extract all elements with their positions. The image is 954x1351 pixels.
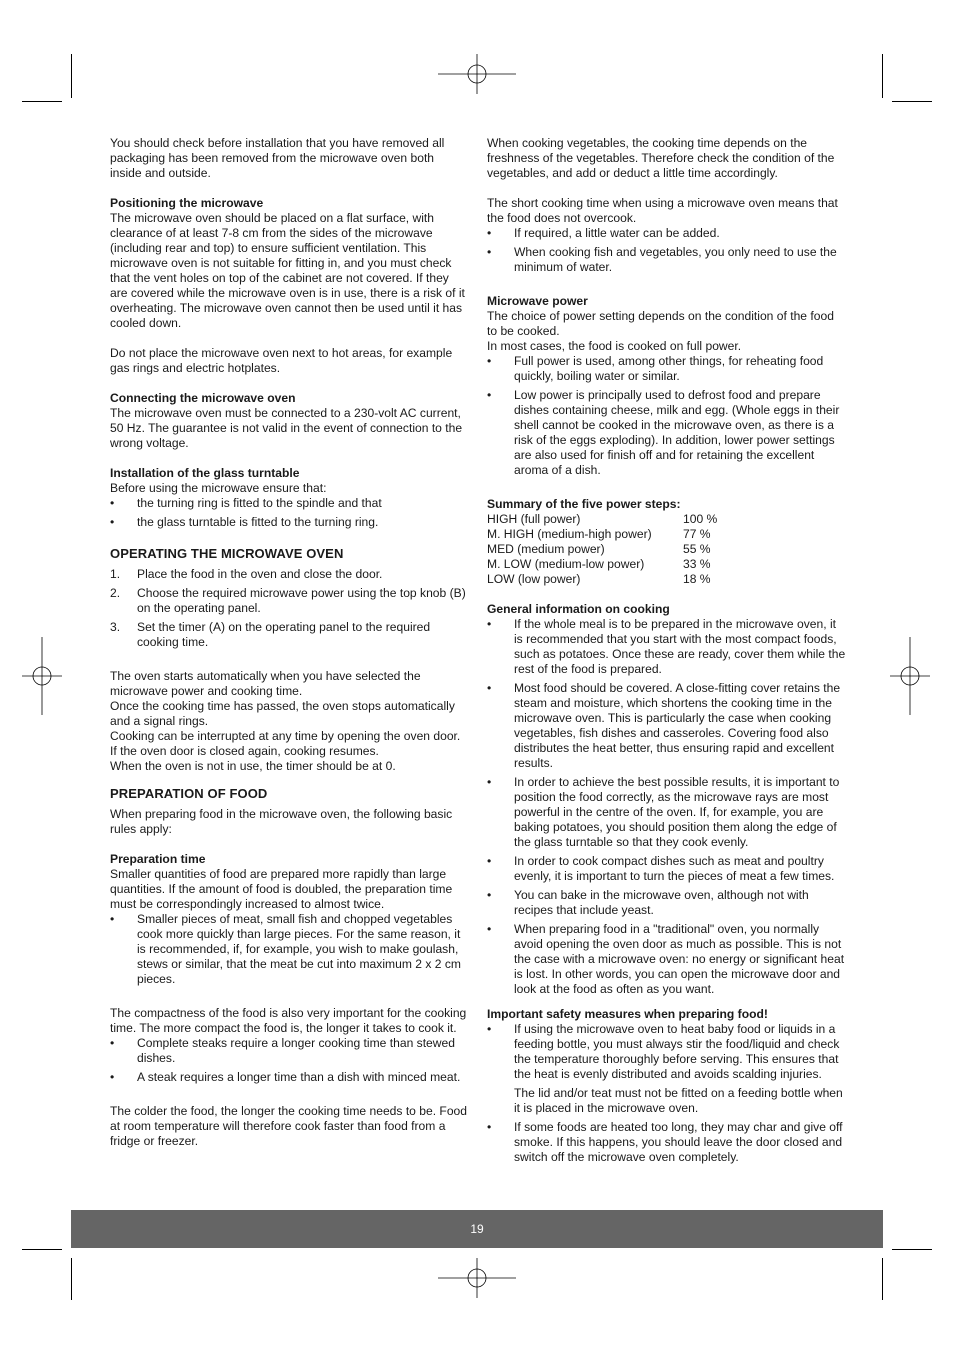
bullet-icon: •: [487, 1022, 492, 1036]
power-full-paragraph: In most cases, the food is cooked on full power.: [487, 339, 742, 353]
connecting-title: Connecting the microwave oven: [110, 391, 296, 405]
turntable-title: Installation of the glass turntable: [110, 466, 300, 480]
hot-areas-paragraph: Do not place the microwave oven next to hot areas, for example gas rings and electric hotplates.: [110, 346, 453, 375]
bullet-icon: •: [487, 775, 492, 789]
positioning-title: Positioning the microwave: [110, 196, 264, 210]
turntable-list: [110, 496, 468, 530]
table-row: M. HIGH (medium-high power) 77 %: [487, 527, 711, 541]
bullet-icon: •: [110, 515, 115, 529]
bullet-icon: •: [487, 681, 492, 695]
list-item: • Most food should be covered. A close-fitting cover retains the steam and moisture, which shortens the cooking time in the microwave oven. This is particularly the case when cooking vegetables, fish dishes and casseroles. Covering food also distributes the heat better, thus ensuring rapid and excellent results.: [487, 681, 841, 770]
registration-mark-top: [438, 54, 516, 94]
prep-time-paragraph: Smaller quantities of food are prepared more rapidly than large quantities. If the amount of food is doubled, the preparation time must be correspondingly increased to almost twice.: [110, 867, 453, 911]
table-row: MED (medium power) 55 %: [487, 542, 711, 556]
bullet-icon: •: [487, 617, 492, 631]
compact-list: [110, 1036, 468, 1085]
bullet-icon: •: [487, 245, 492, 259]
list-item: • If required, a little water can be added.: [487, 226, 720, 240]
list-item: • When cooking fish and vegetables, you only need to use the minimum of water.: [487, 245, 837, 274]
bullet-icon: •: [487, 354, 492, 368]
right-column: [487, 136, 847, 1169]
list-item: • the glass turntable is fitted to the turning ring.: [110, 515, 379, 529]
step-item: 3. Set the timer (A) on the operating panel to the required cooking time.: [110, 620, 431, 649]
preparation-intro: When preparing food in the microwave oven, the following basic rules apply:: [110, 807, 453, 836]
crop-mark: [71, 1258, 72, 1300]
operating-heading: OPERATING THE MICROWAVE OVEN: [110, 546, 344, 561]
power-title: Microwave power: [487, 294, 588, 308]
short-time-paragraph: The short cooking time when using a microwave oven means that the food does not overcook.: [487, 196, 838, 225]
list-item: • the turning ring is fitted to the spindle and that: [110, 496, 382, 510]
list-item: • Low power is principally used to defrost food and prepare dishes containing cheese, milk and egg. (Whole eggs in their shell cannot be cooked in the microwave oven, as there is a risk of the eggs exploding). In addition, lower power settings are also used for finish off and for retaining the excellent aroma of a dish.: [487, 388, 840, 477]
summary-title: Summary of the five power steps:: [487, 497, 681, 511]
interrupted-paragraph: Cooking can be interrupted at any time by opening the oven door. If the oven door is closed again, cooking resumes.: [110, 729, 461, 758]
step-item: 1. Place the food in the oven and close the door.: [110, 567, 383, 581]
list-item: • When preparing food in a "traditional" oven, you normally avoid opening the oven door as much as possible. This is not the case with a microwave oven: no energy or significant heat is lost. In other words, you can open the microwave door and look at the food as often as you want.: [487, 922, 845, 996]
bullet-icon: •: [487, 854, 492, 868]
table-row: LOW (low power) 18 %: [487, 572, 711, 586]
bullet-icon: •: [487, 888, 492, 902]
bullet-icon: •: [110, 1070, 115, 1084]
crop-mark: [892, 101, 932, 102]
power-steps-table: [487, 512, 717, 587]
general-title: General information on cooking: [487, 602, 670, 616]
connecting-paragraph: The microwave oven must be connected to a 230-volt AC current, 50 Hz. The guarantee is not valid in the event of connection to the wrong voltage.: [110, 406, 463, 450]
compactness-paragraph: The compactness of the food is also very important for the cooking time. The more compact the food is, the longer it takes to cook it.: [110, 1006, 467, 1035]
list-item: • If the whole meal is to be prepared in the microwave oven, it is recommended that you start with the most compact foods, such as potatoes. Once these are ready, cover them while the rest of the food is prepared.: [487, 617, 846, 676]
list-item: • Full power is used, among other things, for reheating food quickly, boiling water or similar.: [487, 354, 824, 383]
crop-mark: [882, 54, 883, 98]
list-item: • If some foods are heated too long, they may char and give off smoke. If this happens, you should leave the door closed and switch off the microwave oven completely.: [487, 1120, 843, 1164]
registration-mark-right: [890, 637, 930, 715]
registration-mark-bottom: [438, 1258, 516, 1298]
crop-mark: [22, 101, 62, 102]
list-item: • A steak requires a longer time than a dish with minced meat.: [110, 1070, 461, 1084]
colder-paragraph: The colder the food, the longer the cooking time needs to be. Food at room temperature will therefore cook faster than food from a fridge or freezer.: [110, 1104, 467, 1148]
bullet-icon: •: [487, 922, 492, 936]
bullet-icon: •: [487, 226, 492, 240]
positioning-paragraph: The microwave oven should be placed on a flat surface, with clearance of at least 7-8 cm from the sides of the microwave (including rear and top) to ensure sufficient ventilation. This microwave oven is not suitable for fitting in, and you must check that the vent holes on top of the cabinet are not covered. If they are covered while the microwave oven is in use, there is a risk of it overheating. The microwave oven cannot then be used until it has cooled down.: [110, 211, 465, 330]
short-time-list: [487, 226, 847, 275]
safety-list: [487, 1022, 847, 1165]
bullet-icon: •: [110, 912, 115, 926]
crop-mark: [22, 1249, 62, 1250]
power-list: [487, 354, 847, 478]
oven-starts-paragraph: The oven starts automatically when you have selected the microwave power and cooking time.: [110, 669, 421, 698]
time-passed-paragraph: Once the cooking time has passed, the oven stops automatically and a signal rings.: [110, 699, 455, 728]
list-item: • In order to achieve the best possible results, it is important to position the food correctly, as the microwave rays are most powerful in the centre of the oven. If, for example, you are baking potatoes, you should position them along the edge of the glass turntable so that they cook evenly.: [487, 775, 840, 849]
general-list: [487, 617, 847, 997]
safety-title: Important safety measures when preparing food!: [487, 1007, 768, 1021]
left-column: [110, 136, 468, 1149]
crop-mark: [882, 1258, 883, 1300]
safety-bullet-continuation: The lid and/or teat must not be fitted on a feeding bottle when it is placed in the microwave oven.: [514, 1086, 843, 1115]
table-row: M. LOW (medium-low power) 33 %: [487, 557, 711, 571]
list-item: • Smaller pieces of meat, small fish and chopped vegetables cook more quickly than large pieces. For the same reason, it is recommended, if, for example, you wish to make goulash, stews or similar, that the meat be cut into maximum 2 x 2 cm pieces.: [110, 912, 461, 986]
intro-paragraph: You should check before installation that you have removed all packaging has been removed from the microwave oven both inside and outside.: [110, 136, 445, 180]
list-item: • Complete steaks require a longer cooking time than stewed dishes.: [110, 1036, 455, 1065]
not-in-use-paragraph: When the oven is not in use, the timer should be at 0.: [110, 759, 396, 773]
page-number: 19: [470, 1222, 484, 1236]
footer-bar: [71, 1210, 883, 1248]
vegetables-paragraph: When cooking vegetables, the cooking time depends on the freshness of the vegetables. Therefore check the condition of the vegetables, and add or deduct a little time accordingly.: [487, 136, 835, 180]
prep-time-title: Preparation time: [110, 852, 206, 866]
bullet-icon: •: [110, 496, 115, 510]
power-paragraph: The choice of power setting depends on the condition of the food to be cooked.: [487, 309, 834, 338]
list-item: • In order to cook compact dishes such as meat and poultry evenly, it is important to turn the pieces of meat a few times.: [487, 854, 835, 883]
crop-mark: [892, 1249, 932, 1250]
bullet-icon: •: [110, 1036, 115, 1050]
list-item: • You can bake in the microwave oven, although not with recipes that include yeast.: [487, 888, 809, 917]
list-item: • If using the microwave oven to heat baby food or liquids in a feeding bottle, you must always stir the food/liquid and check the temperature thoroughly before serving. This ensures that the heat is evenly distributed and avoids scalding injuries. The lid and/or teat must not be fitted on a feeding bottle when it is placed in the microwave oven.: [487, 1022, 847, 1116]
bullet-icon: •: [487, 1120, 492, 1134]
registration-mark-left: [22, 637, 62, 715]
table-row: HIGH (full power) 100 %: [487, 512, 718, 526]
operating-steps: [110, 567, 468, 650]
bullet-icon: •: [487, 388, 492, 402]
preparation-heading: PREPARATION OF FOOD: [110, 786, 268, 801]
prep-time-list: [110, 912, 468, 987]
crop-mark: [71, 54, 72, 98]
step-item: 2. Choose the required microwave power using the top knob (B) on the operating panel.: [110, 586, 466, 615]
turntable-intro: Before using the microwave ensure that:: [110, 481, 327, 495]
